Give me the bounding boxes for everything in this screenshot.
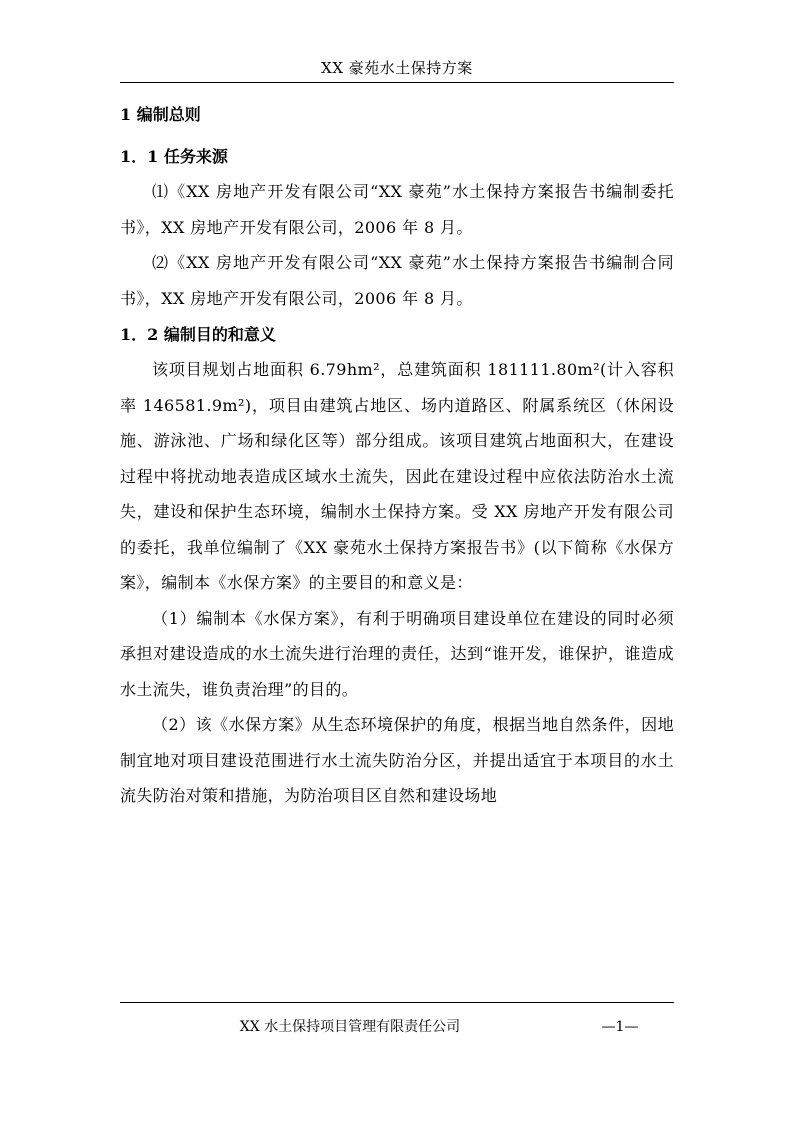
footer-company-name: XX 水土保持项目管理有限责任公司	[239, 1019, 461, 1035]
section-heading-1-2: 1．2 编制目的和意义	[120, 325, 276, 344]
footer-divider	[120, 1002, 674, 1003]
source-item-1: ⑴《XX 房地产开发有限公司“XX 豪苑”水土保持方案报告书编制委托书》，XX 房地产开发有限公司，2006 年 8 月。	[120, 182, 674, 237]
source-item-2: ⑵《XX 房地产开发有限公司“XX 豪苑”水土保持方案报告书编制合同书》，XX 房地产开发有限公司，2006 年 8 月。	[120, 253, 674, 308]
body-paragraph: 该项目规划占地面积 6.79hm²，总建筑面积 181111.80m²(计入容积率 146581.9m²)，项目由建筑占地区、场内道路区、附属系统区（休闲设施、游泳池、广场和绿化区等）部分组成。该项目建筑占地面积大，在建设过程中将扰动地表造成区域水土流失，因此在建设过程中应依法防治水土流失，建设和保护生态环境，编制水土保持方案。受 XX 房地产开发有限公司的委托，我单位编制了《XX 豪苑水土保持方案报告书》(以下简称《水保方案》，编制本《水保方案》的主要目的和意义是：	[120, 360, 674, 592]
body-paragraph: （1）编制本《水保方案》，有利于明确项目建设单位在建设的同时必须承担对建设造成的水土流失进行治理的责任，达到“谁开发，谁保护，谁造成水土流失，谁负责治理”的目的。	[120, 608, 674, 699]
page-header-title: XX 豪苑水土保持方案	[321, 59, 473, 77]
body-paragraph: （2）该《水保方案》从生态环境保护的角度，根据当地自然条件，因地制宜地对项目建设范围进行水土流失防治分区，并提出适宜于本项目的水土流失防治对策和措施，为防治项目区自然和建设场地	[120, 715, 674, 805]
header-divider	[120, 82, 674, 83]
section-heading-1-1: 1．1 任务来源	[120, 147, 228, 166]
document-body	[120, 100, 674, 814]
page-number: —1—	[601, 1019, 639, 1035]
section-heading-1: 1 编制总则	[120, 105, 201, 124]
